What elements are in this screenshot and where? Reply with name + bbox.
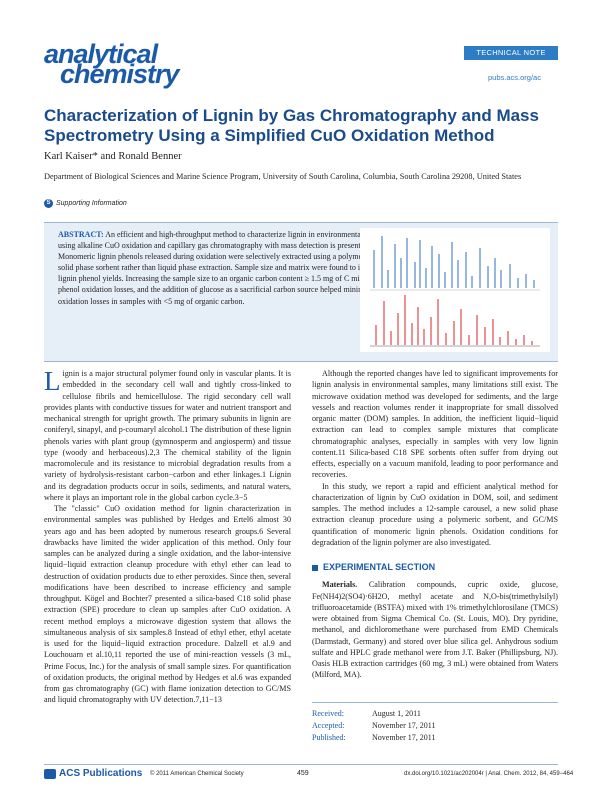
page-number: 459 [297,770,309,777]
supporting-info-link[interactable]: S Supporting Information [44,199,127,208]
journal-logo: analytical chemistry [44,39,179,89]
materials-paragraph: Materials. Calibration compounds, cupric oxide, glucose, Fe(NH4)2(SO4)·6H2O, methyl acetate and N,O-bis(trimethylsilyl) trifluoroacetamide (BSTFA) mixed with 1% trimethylchlorosilane (TMCS) were obtained from Sigma Chemical Co. (St. Louis, MO). Dry pyridine, methanol, and dichloromethane were purchased from EMD Chemicals (Darmstadt, Germany) and stored over blue silica gel. Anhydrous sodium sulfate and HPLC grade methanol were from J.T. Baker (Phillipsburg, NJ). Oasis HLB extraction cartridges (60 mg, 3 mL) were obtained from Waters (Milford, MA). [312,580,558,680]
chromatogram-red [376,295,532,345]
acs-publications-logo[interactable]: ACS Publications [44,768,142,779]
article-dates [312,702,558,744]
body-left-column [44,368,291,706]
intro-paragraph-1: Lignin is a major structural polymer found only in vascular plants. It is embedded in the secondary cell wall and tightly cross-linked to cellulose fibrils and hemicellulose. The rigid secondary cell wall provides plants with conductive tissues for water and nutrient transport and mechanical strength for upright growth. The primary subunits in lignin are coniferyl, sinapyl, and p-coumaryl alcohol.1 The distribution of these lignin phenols varies with plant group (gymnosperm and angiosperm) and tissue type (woody and herbaceous).2,3 The chemical stability of the lignin macromolecule and its resistance to microbial degradation results from a variety of hydrolysis-resistant carbon−carbon and ether linkages.1 Lignin and its degradation products occur in soils, sediments, and natural waters, where it plays an important role in the global carbon cycle.3−5 [44,366,291,502]
section-heading: EXPERIMENTAL SECTION [312,562,558,573]
doi-citation[interactable]: dx.doi.org/10.1021/ac202004r | Anal. Chem. 2012, 84, 459−464 [404,771,574,777]
article-title: Characterization of Lignin by Gas Chromatography and Mass Spectrometry Using a Simplified CuO Oxidation Method [44,106,539,145]
journal-url[interactable]: pubs.acs.org/ac [488,73,541,82]
section-tag: TECHNICAL NOTE [464,46,558,60]
supporting-info-icon: S [44,199,53,208]
intro-paragraph-2: The "classic" CuO oxidation method for lignin characterization in environmental samples was published by Hedges and Ertel6 almost 30 years ago and has been adopted by numerous research groups.6 Several drawbacks have limited the wider application of this method. Only four samples can be analyzed during a single oxidation, and the labor-intensive liquid−liquid extraction cleanup procedure with ethyl ether can lead to destruction of oxidation products due to ether peroxides. Since then, several modifications have been described to increase efficiency and sample throughput. Kögel and Bochter7 presented a silica-based C18 solid phase extraction (SPE) procedure to clean up samples after CuO oxidation. A recent method employs a microwave digestion system that allows the simultaneous analysis of six samples.8 Instead of ethyl ether, ethyl acetate is used for the liquid−liquid extraction procedure. Dalzell et al.9 and Louchouarn et al.10,11 reported the use of mini-reaction vessels (3 mL, Prime Focus, Inc.) for the analysis of small sample sizes. For quantification of oxidation products, the original method by Hedges et al.6 was expanded from gas chromatography (GC) with flame ionization detection to GC/MS and liquid chromatography with UV detection.7,11−13 [44,504,291,705]
drop-cap: L [44,366,61,396]
footer-divider [44,764,558,765]
copyright: © 2011 American Chemical Society [150,771,244,777]
abstract-paragraph: ABSTRACT: An efficient and high-throughput method to characterize lignin in environmental samples using alkaline CuO oxidation and capillary gas chromatography with mass detection is presented. Monomeric lignin phenols released during oxidation were selectively extracted using a polymer-based solid phase sorbent rather than liquid phase extraction. Sample size and matrix were found to influence lignin phenol yields. Increasing the sample size to an organic carbon content ≥ 1.5 mg of C minimizes phenol oxidation losses, and the addition of glucose as a sacrificial carbon source helped minimize oxidation losses in samples with <5 mg of organic carbon. [58,230,391,306]
page-footer [0,768,600,780]
date-row: Published: November 17, 2011 [312,733,436,742]
body-right-column [312,368,558,681]
intro-paragraph-4: In this study, we report a rapid and efficient analytical method for characterization of lignin by CuO oxidation in DOM, soil, and sediment samples. The method includes a 12-sample carousel, a new solid phase extraction cleanup procedure using a polymeric sorbent, and GC/MS quantification of monomeric lignin phenols. Oxidation conditions for degradation of the lignin polymer are also investigated. [312,481,558,547]
author-list: Karl Kaiser* and Ronald Benner [44,151,182,162]
chromatogram-blue [374,236,534,288]
toc-chromatogram-graphic [360,228,550,352]
date-row: Received: August 1, 2011 [312,709,421,718]
intro-paragraph-3: Although the reported changes have led to significant improvements for lignin analysis in environmental samples, many limitations still exist. The microwave oxidation method was developed for sediments, and the large vessels and reaction volumes render it inappropriate for small dissolved organic matter (DOM) samples. In addition, the inefficient liquid−liquid extraction can lead to complex sample mixtures that complicate chromatographic analyses, especially in samples with very low lignin content.11 Silica-based C18 SPE sorbents often suffer from drying out effects, especially on a vacuum manifold, leading to poor performance and recoveries. [312,369,558,480]
section-square-icon [312,565,318,571]
date-row: Accepted: November 17, 2011 [312,721,436,730]
affiliation: Department of Biological Sciences and Marine Science Program, University of South Carolina, Columbia, South Carolina 29208, United States [44,172,522,181]
acs-logo-icon [44,769,56,779]
